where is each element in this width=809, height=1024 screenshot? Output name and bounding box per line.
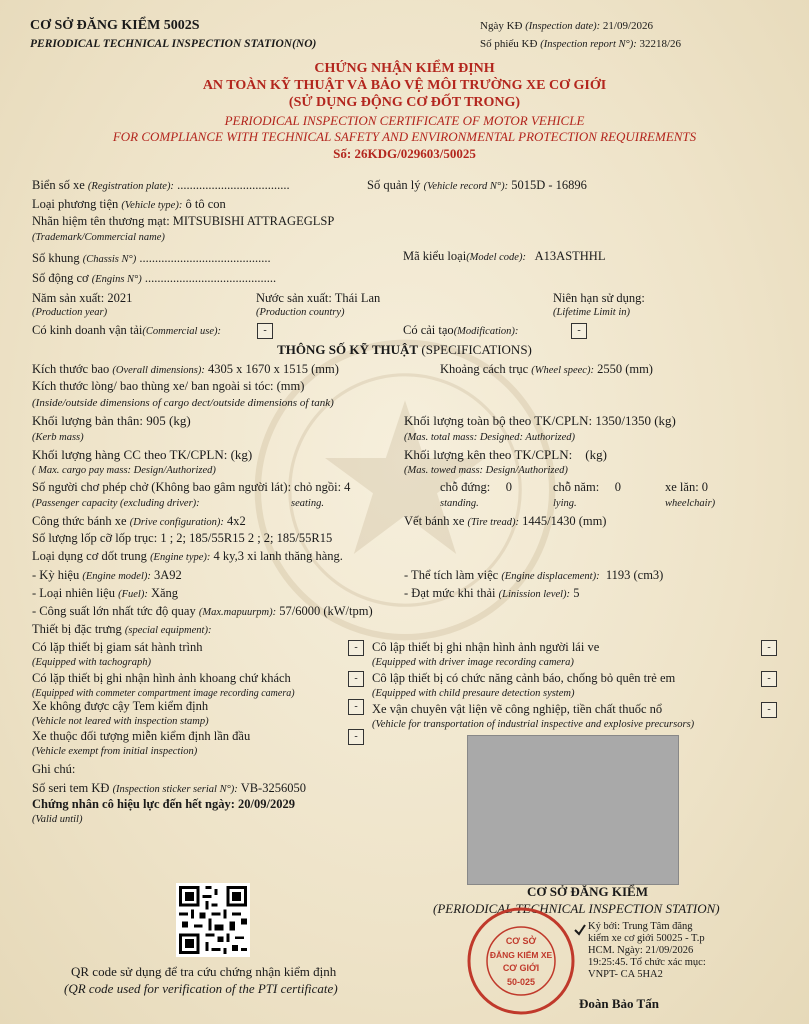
qr-caption: QR code sử dụng để tra cứu chứng nhận kiểm định [71, 964, 337, 979]
equip-passenger-camera-box: - [348, 671, 364, 687]
equip-exempt-en: (Vehicle exempt from initial inspection) [32, 746, 198, 757]
cargo-mass: Khối lượng hàng CC theo TK/CPLN: (kg) [32, 447, 253, 462]
seating-en: seating. [291, 498, 324, 509]
cargo-dimensions-en: (Inside/outside dimensions of cargo dect/outside dimensions of tank) [32, 397, 334, 409]
equip-explosive-transport: Xe vận chuyên vật liện vẽ công nghiệp, tiền chất thuốc nổ [372, 702, 663, 716]
modification: Có cải tạo(Modification): [403, 323, 519, 337]
equip-driver-camera-box: - [761, 640, 777, 656]
towed-mass-en: (Mas. towed mass: Design/Authorized) [404, 465, 568, 476]
title-line-2: AN TOÀN KỸ THUẬT VÀ BẢO VỆ MÔI TRƯỜNG XE CƠ GIỚI [202, 78, 607, 93]
equip-child-alarm-box: - [761, 671, 777, 687]
equip-explosive-transport-en: (Vehicle for transportation of industrial inspective and explosive precursors) [372, 719, 695, 730]
passenger-capacity-en: (Passenger capacity (excluding driver): [32, 498, 200, 509]
station-name-en: PERIODICAL TECHNICAL INSPECTION STATION(NO) [30, 38, 317, 50]
footer-station: CƠ SỞ ĐĂNG KIỂM [527, 884, 648, 899]
equip-tachograph-en: (Equipped with tachograph) [32, 657, 151, 668]
engine-type: Loại dụng cơ dốt trung (Engine type): 4 ky,3 xi lanh thăng hàng. [32, 549, 343, 563]
kerb-mass-en: (Kerb mass) [32, 432, 84, 443]
equip-child-alarm: Cô lập thiết bị có chức năng cảnh báo, chống bỏ quên trẻ em [372, 671, 676, 685]
vehicle-type: Loại phương tiện (Vehicle type): ô tô con [32, 197, 226, 211]
equip-passenger-camera: Có lặp thiết bị ghi nhận hình ảnh khoang chứ khách [32, 671, 291, 685]
wheelchair-capacity: xe lăn: 0 [665, 480, 709, 494]
equip-tachograph-box: - [348, 640, 364, 656]
stamp-line-2: ĐĂNG KIỂM XE [489, 950, 553, 960]
kerb-mass: Khối lượng bản thân: 905 (kg) [32, 413, 191, 428]
footer-station-en: (PERIODICAL TECHNICAL INSPECTION STATION) [433, 901, 720, 916]
lying-capacity: chỗ năm: 0 [553, 480, 622, 494]
certificate-number: Số: 26KDG/029603/50025 [333, 146, 476, 161]
fuel: - Loại nhiên liệu (Fuel): Xăng [32, 586, 179, 600]
inspection-date: Ngày KĐ (Inspection date): 21/09/2026 [480, 20, 654, 32]
engine-number: Số động cơ (Engins N°) .......................................... [32, 271, 277, 285]
equip-exempt: Xe thuộc đối tượng miễn kiểm định lần đầu [32, 729, 251, 743]
lying-en: lying. [553, 498, 577, 509]
valid-until-en: (Valid until) [32, 814, 83, 825]
equip-driver-camera-en: (Equipped with driver image recording camera) [372, 657, 574, 668]
production-year-en: (Production year) [32, 307, 108, 318]
valid-until: Chứng nhân cô hiệu lực đến hết ngày: 20/09/2029 [32, 797, 295, 811]
equip-passenger-camera-en: (Equipped with commeter compartment image recording camera) [32, 688, 295, 699]
signature-line-2: kiểm xe cơ giới 50025 - T.p [588, 933, 705, 944]
production-country: Nước sản xuất: Thái Lan [256, 291, 381, 305]
wheelbase: Khoảng cách trục (Wheel speec): 2550 (mm) [440, 362, 653, 376]
title-line-4: PERIODICAL INSPECTION CERTIFICATE OF MOTOR VEHICLE [224, 113, 585, 128]
equip-driver-camera: Cô lập thiết bị ghi nhận hình ảnh người lái ve [372, 640, 600, 654]
equip-no-stamp-box: - [348, 699, 364, 715]
commercial-use: Có kinh doanh vận tải(Commercial use): [32, 323, 222, 337]
total-mass: Khối lượng toàn bộ theo TK/CPLN: 1350/1350 (kg) [404, 413, 676, 428]
trademark: Nhãn hiệm tên thương mạt: MITSUBISHI ATTRAGEGLSP [32, 214, 335, 228]
cargo-mass-en: ( Max. cargo pay mass: Design/Authorized) [32, 465, 216, 476]
total-mass-en: (Mas. total mass: Designed: Authorized) [404, 432, 575, 443]
signature-line-3: HCM. Ngày: 21/09/2026 [588, 945, 694, 956]
wheelchair-en: wheelchair) [665, 498, 716, 509]
production-country-en: (Production country) [256, 307, 345, 318]
equip-exempt-box: - [348, 729, 364, 745]
standing-capacity: chỗ đứng: 0 [440, 480, 513, 494]
stamp-line-4: 50-025 [506, 977, 536, 987]
model-code: Mã kiểu loại(Model code): A13ASTHHL [403, 249, 606, 263]
modification-box: - [571, 323, 587, 339]
max-power: - Công suất lớn nhất tức độ quay (Max.mapuurpm): 57/6000 (kW/tpm) [32, 604, 373, 618]
vehicle-record: Số quản lý (Vehicle record N°): 5015D - 16896 [367, 178, 587, 192]
production-year: Năm sản xuất: 2021 [32, 291, 133, 305]
chassis-number: Số khung (Chassis N°) .......................................... [32, 251, 271, 265]
tire-tread: Vết bánh xe (Tire tread): 1445/1430 (mm) [404, 514, 607, 528]
sticker-serial: Số seri tem KĐ (Inspection sticker serial N°): VB-3256050 [32, 781, 306, 795]
title-line-1: CHỨNG NHẬN KIỂM ĐỊNH [314, 61, 495, 76]
signature-line-4: 19:25:45. Tổ chức xác mục: [588, 957, 706, 968]
qr-code[interactable] [176, 883, 250, 957]
signature-line-1: Ký bởi: Trung Tâm đăng [588, 921, 693, 932]
registration-plate: Biển số xe (Registration plate): .................................... [32, 178, 290, 192]
standing-en: standing. [440, 498, 479, 509]
signer-name: Đoàn Bảo Tấn [579, 996, 659, 1011]
official-stamp [466, 906, 576, 1016]
signature-line-5: VNPT- CA 5HA2 [588, 969, 663, 980]
equipment-heading: Thiết bị đặc trưng (special equipment): [32, 622, 212, 636]
redacted-photo [467, 735, 679, 885]
station-name: CƠ SỞ ĐĂNG KIỂM 5002S [30, 18, 200, 33]
title-line-5: FOR COMPLIANCE WITH TECHNICAL SAFETY AND ENVIRONMENTAL PROTECTION REQUIREMENTS [112, 129, 697, 144]
engine-model: - Kỳ hiệu (Engine model): 3A92 [32, 568, 182, 582]
inspection-report-number: Số phiếu KĐ (Inspection report N°): 32218/26 [480, 38, 682, 50]
equip-explosive-transport-box: - [761, 702, 777, 718]
stamp-line-1: CƠ SỞ [505, 936, 537, 946]
specs-heading: THÔNG SỐ KỸ THUẬT (SPECIFICATIONS) [277, 342, 532, 357]
emission-level: - Đạt mức khi thải (Linission level): 5 [404, 586, 580, 600]
title-line-3: (SỬ DỤNG ĐỘNG CƠ ĐỐT TRONG) [288, 95, 521, 110]
drive-configuration: Công thức bánh xe (Drive configuration): 4x2 [32, 514, 246, 528]
equip-no-stamp-en: (Vehicle not leared with inspection stamp) [32, 716, 209, 727]
lifetime-limit: Niên hạn sử dụng: [553, 291, 645, 305]
stamp-line-3: CƠ GIỚI [502, 963, 540, 973]
signature-check-icon [573, 923, 587, 937]
lifetime-limit-en: (Lifetime Limit in) [553, 307, 630, 318]
equip-child-alarm-en: (Equipped with child presaure detection system) [372, 688, 575, 699]
passenger-capacity: Số người chơ phép chở (Không bao gâm người lát): chỏ ngồi: 4 [32, 480, 351, 494]
equip-tachograph: Có lặp thiết bị giam sát hành trình [32, 640, 203, 654]
trademark-en: (Trademark/Commercial name) [32, 232, 165, 243]
towed-mass: Khối lượng kên theo TK/CPLN: (kg) [404, 447, 607, 462]
engine-displacement: - Thể tích làm việc (Engine displacement): 1193 (cm3) [404, 568, 664, 582]
tires: Số lượng lốp cỡ lốp trục: 1 ; 2; 185/55R15 2 ; 2; 185/55R15 [32, 531, 333, 545]
cargo-dimensions: Kích thước lòng/ bao thùng xe/ ban ngoài si tóc: (mm) [32, 379, 305, 393]
commercial-use-box: - [257, 323, 273, 339]
notes-label: Ghi chú: [32, 762, 76, 776]
equip-no-stamp: Xe không được cậy Tem kiểm định [32, 699, 209, 713]
overall-dimensions: Kích thước bao (Overall dimensions): 4305 x 1670 x 1515 (mm) [32, 362, 339, 376]
qr-caption-en: (QR code used for verification of the PTI certificate) [64, 981, 338, 996]
